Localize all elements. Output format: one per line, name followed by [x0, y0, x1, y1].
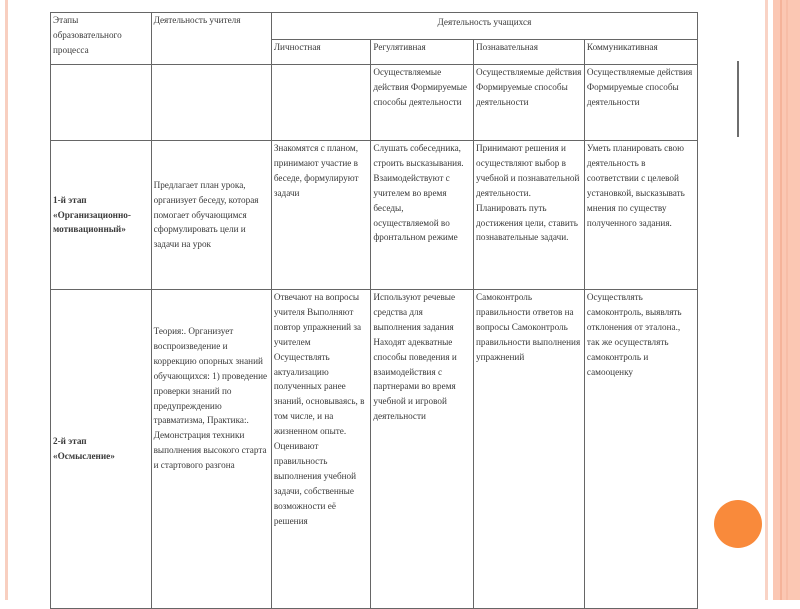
header-stages: Этапы образовательного процесса	[51, 13, 152, 65]
header-cognitive: Познавательная	[473, 40, 584, 65]
subheader-communicative: Осуществляемые действия Формируемые способы деятельности	[584, 65, 697, 141]
header-communicative: Коммуникативная	[584, 40, 697, 65]
teacher-activity-cell: Предлагает план урока, организует беседу, которая помогает обучающимся сформулировать цели и задачи на урок	[151, 141, 271, 290]
table-row	[51, 141, 698, 290]
empty-cell	[151, 65, 271, 141]
header-personal: Личностная	[271, 40, 371, 65]
stage-cell: 2-й этап «Осмысление»	[51, 290, 152, 609]
right-decor-band	[786, 0, 788, 600]
lesson-plan-table	[50, 12, 698, 609]
header-teacher: Деятельность учителя	[151, 13, 271, 65]
decor-vertical-line	[737, 61, 739, 137]
cognitive-cell: Самоконтроль правильности ответов на вопросы Самоконтроль правильности выполнения упражнений	[473, 290, 584, 609]
right-decor-band	[780, 0, 782, 600]
left-decor-stripe	[5, 0, 8, 600]
communicative-cell: Осуществлять самоконтроль, выявлять отклонения от эталона., так же осуществлять самоконтроль и самооценку	[584, 290, 697, 609]
right-decor-band	[765, 0, 768, 600]
header-students: Деятельность учащихся	[271, 13, 697, 40]
subheader-row	[51, 65, 698, 141]
subheader-cognitive: Осуществляемые действия Формируемые способы деятельности	[473, 65, 584, 141]
table-row	[51, 290, 698, 609]
empty-cell	[271, 65, 371, 141]
header-regulatory: Регулятивная	[371, 40, 474, 65]
empty-cell	[51, 65, 152, 141]
stage-cell: 1-й этап «Организационно-мотивационный»	[51, 141, 152, 290]
header-row	[51, 13, 698, 40]
personal-cell: Отвечают на вопросы учителя Выполняют повтор упражнений за учителем Осуществлять актуализацию полученных ранее знаний, основываясь, в том числе, и на жизненном опыте. Оценивают правильность выполнения учебной задачи, собственные возможности её решения	[271, 290, 371, 609]
subheader-regulatory: Осуществляемые действия Формируемые способы деятельности	[371, 65, 474, 141]
cognitive-cell: Принимают решения и осуществляют выбор в учебной и познавательной деятельности. Планировать путь достижения цели, ставить познавательные задачи.	[473, 141, 584, 290]
teacher-activity-cell: Теория:. Организует воспроизведение и коррекцию опорных знаний обучающихся: 1) проведение проверки знаний по предупреждению травматизма, Практика:. Демонстрация техники выполнения высокого старта и стартового разгона	[151, 290, 271, 609]
orange-dot-decor	[714, 500, 762, 548]
communicative-cell: Уметь планировать свою деятельность в соответствии с целевой установкой, высказывать мнения по существу полученного задания.	[584, 141, 697, 290]
regulatory-cell: Слушать собеседника, строить высказывания. Взаимодействуют с учителем во время беседы, осуществляемой во фронтальном режиме	[371, 141, 474, 290]
regulatory-cell: Используют речевые средства для выполнения задания Находят адекватные способы поведения и взаимодействия с партнерами во время учебной и игровой деятельности	[371, 290, 474, 609]
personal-cell: Знакомятся с планом, принимают участие в беседе, формулируют задачи	[271, 141, 371, 290]
